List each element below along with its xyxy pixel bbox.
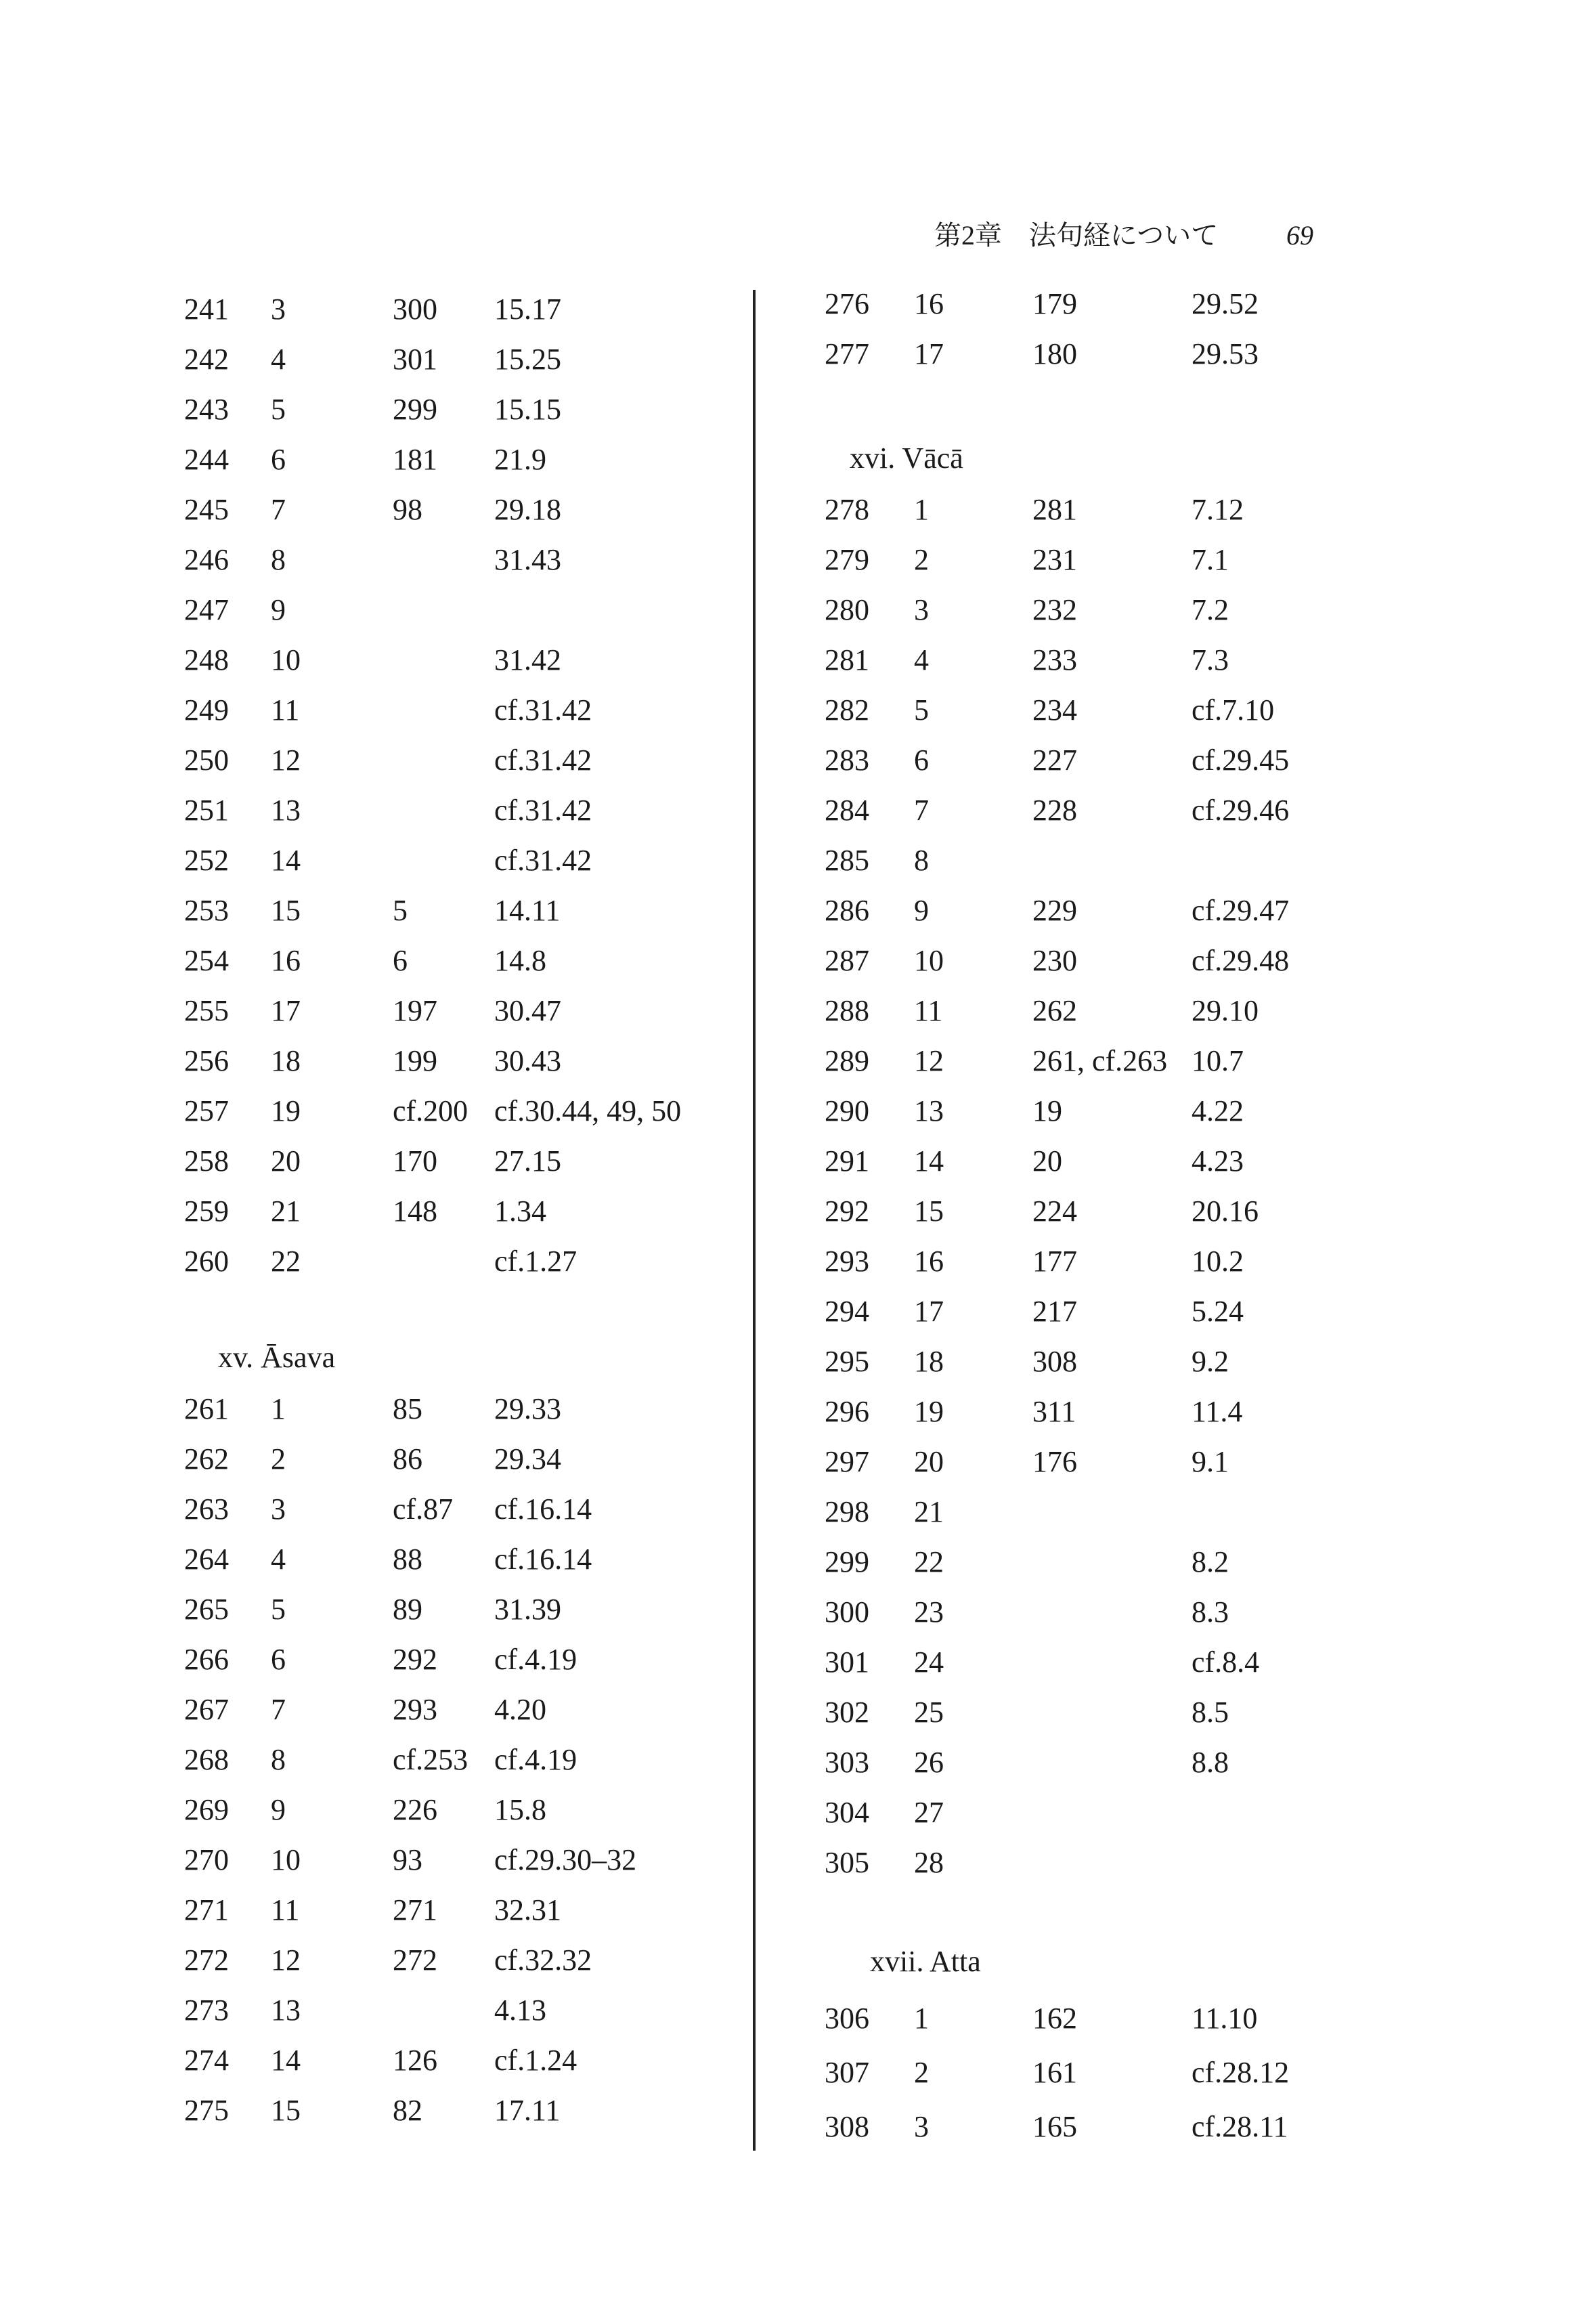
text-ref: cf.31.42 — [494, 744, 592, 777]
text-ref: 7.3 — [1192, 643, 1229, 676]
verse-number: 279 — [825, 543, 869, 576]
table-row — [0, 1587, 1229, 1637]
text-ref: cf.29.30–32 — [494, 1843, 637, 1876]
text-ref: cf.31.42 — [494, 794, 592, 827]
chapter-verse: 20 — [271, 1144, 301, 1178]
parallel-ref: 5 — [393, 894, 408, 927]
parallel-ref: 261, cf.263 — [1032, 1044, 1168, 1077]
table-row — [0, 786, 1290, 836]
parallel-ref: 293 — [393, 1693, 437, 1726]
text-ref: 8.3 — [1192, 1595, 1229, 1629]
verse-number: 251 — [184, 794, 229, 827]
parallel-ref: 199 — [393, 1044, 437, 1077]
text-ref: 8.2 — [1192, 1545, 1229, 1578]
verse-number: 298 — [825, 1495, 869, 1528]
verse-number: 257 — [184, 1094, 229, 1127]
text-ref: 29.18 — [494, 493, 561, 526]
chapter-verse: 16 — [914, 1245, 944, 1278]
chapter-verse: 27 — [914, 1796, 944, 1829]
parallel-ref: 197 — [393, 994, 437, 1027]
parallel-ref: 93 — [393, 1843, 422, 1876]
table-row — [0, 1838, 944, 1888]
verse-number: 271 — [184, 1893, 229, 1927]
verse-number: 272 — [184, 1943, 229, 1977]
text-ref: 15.8 — [494, 1793, 546, 1826]
chapter-verse: 3 — [271, 1492, 286, 1526]
parallel-ref: 300 — [393, 293, 437, 326]
text-ref: 10.7 — [1192, 1044, 1244, 1077]
chapter-verse: 6 — [914, 744, 929, 777]
verse-number: 264 — [184, 1543, 229, 1576]
text-ref: 7.2 — [1192, 593, 1229, 626]
table-row — [0, 2102, 1288, 2152]
verse-number: 303 — [825, 1746, 869, 1779]
chapter-verse: 25 — [914, 1696, 944, 1729]
text-ref: 7.12 — [1192, 493, 1244, 526]
verse-number: 295 — [825, 1345, 869, 1378]
chapter-verse: 4 — [271, 343, 286, 376]
parallel-ref: 230 — [1032, 944, 1077, 977]
chapter-verse: 9 — [271, 593, 286, 626]
table-row — [0, 936, 1290, 986]
table-row — [0, 1287, 1244, 1337]
verse-number: 286 — [825, 894, 869, 927]
verse-number: 255 — [184, 994, 229, 1027]
verse-number: 267 — [184, 1693, 229, 1726]
table-row — [0, 986, 1259, 1036]
chapter-verse: 8 — [914, 844, 929, 877]
verse-number: 248 — [184, 643, 229, 676]
text-ref: 29.33 — [494, 1392, 561, 1425]
verse-number: 277 — [825, 337, 869, 370]
parallel-ref: 170 — [393, 1144, 437, 1178]
parallel-ref: 6 — [393, 944, 408, 977]
text-ref: cf.4.19 — [494, 1643, 577, 1676]
table-row — [0, 1136, 1244, 1186]
chapter-verse: 19 — [271, 1094, 301, 1127]
parallel-ref: 231 — [1032, 543, 1077, 576]
text-ref: 30.43 — [494, 1044, 561, 1077]
table-row — [0, 735, 1290, 786]
text-ref: 31.42 — [494, 643, 561, 676]
text-ref: cf.4.19 — [494, 1743, 577, 1776]
table-row — [0, 1236, 1244, 1287]
verse-number: 283 — [825, 744, 869, 777]
table-row — [0, 279, 1259, 329]
text-ref: 5.24 — [1192, 1295, 1244, 1328]
chapter-verse: 5 — [271, 1593, 286, 1626]
text-ref: cf.8.4 — [1192, 1645, 1260, 1679]
text-ref: 8.8 — [1192, 1746, 1229, 1779]
parallel-ref: 176 — [1032, 1445, 1077, 1478]
chapter-verse: 1 — [271, 1392, 286, 1425]
verse-number: 260 — [184, 1245, 229, 1278]
verse-number: 306 — [825, 2002, 869, 2035]
verse-number: 278 — [825, 493, 869, 526]
text-ref: 4.13 — [494, 1994, 546, 2027]
verse-number: 250 — [184, 744, 229, 777]
table-row — [0, 1687, 1229, 1738]
parallel-ref: 20 — [1032, 1144, 1062, 1178]
verse-number: 258 — [184, 1144, 229, 1178]
table-row — [0, 1537, 1229, 1587]
table-row — [0, 1994, 1258, 2044]
text-ref: 11.10 — [1192, 2002, 1258, 2035]
chapter-verse: 7 — [271, 1693, 286, 1726]
verse-number: 285 — [825, 844, 869, 877]
verse-number: 300 — [825, 1595, 869, 1629]
chapter-verse: 1 — [914, 2002, 929, 2035]
section-heading: xv. Āsava — [218, 1341, 336, 1374]
parallel-ref: 234 — [1032, 693, 1077, 727]
verse-number: 247 — [184, 593, 229, 626]
verse-number: 245 — [184, 493, 229, 526]
verse-number: 280 — [825, 593, 869, 626]
chapter-verse: 11 — [271, 1893, 300, 1927]
text-ref: 14.11 — [494, 894, 561, 927]
verse-number: 305 — [825, 1846, 869, 1879]
verse-number: 299 — [825, 1545, 869, 1578]
parallel-ref: 272 — [393, 1943, 437, 1977]
text-ref: cf.28.12 — [1192, 2056, 1290, 2089]
chapter-verse: 15 — [271, 2094, 301, 2127]
text-ref: cf.1.27 — [494, 1245, 577, 1278]
verse-number: 261 — [184, 1392, 229, 1425]
parallel-ref: 180 — [1032, 337, 1077, 370]
parallel-ref: 98 — [393, 493, 422, 526]
text-ref: 9.1 — [1192, 1445, 1229, 1478]
section-heading: xvi. Vācā — [850, 442, 963, 475]
text-ref: cf.31.42 — [494, 693, 592, 727]
chapter-verse: 26 — [914, 1746, 944, 1779]
parallel-ref: 228 — [1032, 794, 1077, 827]
parallel-ref: 165 — [1032, 2110, 1077, 2143]
chapter-verse: 4 — [914, 643, 929, 676]
text-ref: 32.31 — [494, 1893, 561, 1927]
chapter-verse: 21 — [271, 1195, 301, 1228]
parallel-ref: 233 — [1032, 643, 1077, 676]
verse-number: 243 — [184, 393, 229, 426]
chapter-verse: 3 — [914, 2110, 929, 2143]
chapter-verse: 24 — [914, 1645, 944, 1679]
text-ref: cf.1.24 — [494, 2044, 577, 2077]
chapter-verse: 19 — [914, 1395, 944, 1428]
table-row — [0, 585, 1229, 635]
chapter-verse: 20 — [914, 1445, 944, 1478]
verse-number: 304 — [825, 1796, 869, 1829]
text-ref: 10.2 — [1192, 1245, 1244, 1278]
text-ref: 29.10 — [1192, 994, 1259, 1027]
chapter-verse: 22 — [271, 1245, 301, 1278]
verse-number: 284 — [825, 794, 869, 827]
text-ref: 14.8 — [494, 944, 546, 977]
verse-number: 290 — [825, 1094, 869, 1127]
parallel-ref: 181 — [393, 443, 437, 476]
table-row — [0, 685, 1275, 735]
text-ref: 31.43 — [494, 543, 561, 576]
chapter-verse: 14 — [914, 1144, 944, 1178]
chapter-verse: 13 — [914, 1094, 944, 1127]
text-ref: 15.25 — [494, 343, 561, 376]
verse-number: 246 — [184, 543, 229, 576]
chapter-verse: 7 — [914, 794, 929, 827]
verse-number: 254 — [184, 944, 229, 977]
verse-number: 297 — [825, 1445, 869, 1478]
verse-number: 287 — [825, 944, 869, 977]
verse-number: 292 — [825, 1195, 869, 1228]
verse-number: 288 — [825, 994, 869, 1027]
table-row — [0, 836, 929, 886]
verse-number: 244 — [184, 443, 229, 476]
parallel-ref: 82 — [393, 2094, 422, 2127]
chapter-verse: 12 — [271, 744, 301, 777]
text-ref: 8.5 — [1192, 1696, 1229, 1729]
verse-number: 270 — [184, 1843, 229, 1876]
text-ref: cf.32.32 — [494, 1943, 592, 1977]
table-row — [0, 1036, 1244, 1086]
chapter-verse: 7 — [271, 493, 286, 526]
chapter-verse: 6 — [271, 443, 286, 476]
text-ref: 15.15 — [494, 393, 561, 426]
chapter-verse: 11 — [914, 994, 943, 1027]
verse-number: 291 — [825, 1144, 869, 1178]
chapter-verse: 22 — [914, 1545, 944, 1578]
verse-number: 282 — [825, 693, 869, 727]
verse-number: 296 — [825, 1395, 869, 1428]
parallel-ref: 292 — [393, 1643, 437, 1676]
chapter-verse: 3 — [271, 293, 286, 326]
chapter-verse: 15 — [271, 894, 301, 927]
table-row — [0, 1437, 1229, 1487]
verse-number: 241 — [184, 293, 229, 326]
chapter-verse: 14 — [271, 2044, 301, 2077]
chapter-verse: 18 — [914, 1345, 944, 1378]
verse-number: 252 — [184, 844, 229, 877]
chapter-verse: 3 — [914, 593, 929, 626]
parallel-ref: 19 — [1032, 1094, 1062, 1127]
verse-number: 294 — [825, 1295, 869, 1328]
verse-number: 289 — [825, 1044, 869, 1077]
chapter-verse: 9 — [271, 1793, 286, 1826]
chapter-verse: 15 — [914, 1195, 944, 1228]
table-row — [0, 886, 1290, 936]
chapter-verse: 14 — [271, 844, 301, 877]
text-ref: 27.15 — [494, 1144, 561, 1178]
chapter-verse: 12 — [914, 1044, 944, 1077]
text-ref: cf.7.10 — [1192, 693, 1275, 727]
chapter-verse: 10 — [914, 944, 944, 977]
table-row — [0, 485, 1244, 535]
verse-number: 307 — [825, 2056, 869, 2089]
verse-number: 262 — [184, 1442, 229, 1476]
verse-number: 275 — [184, 2094, 229, 2127]
parallel-ref: 86 — [393, 1442, 422, 1476]
text-ref: cf.31.42 — [494, 844, 592, 877]
verse-number: 281 — [825, 643, 869, 676]
chapter-verse: 10 — [271, 1843, 301, 1876]
chapter-verse: 23 — [914, 1595, 944, 1629]
text-ref: cf.29.48 — [1192, 944, 1290, 977]
verse-number: 259 — [184, 1195, 229, 1228]
chapter-verse: 10 — [271, 643, 301, 676]
parallel-ref: 299 — [393, 393, 437, 426]
parallel-ref: 226 — [393, 1793, 437, 1826]
parallel-ref: 308 — [1032, 1345, 1077, 1378]
parallel-ref: 229 — [1032, 894, 1077, 927]
parallel-ref: 217 — [1032, 1295, 1077, 1328]
text-ref: cf.16.14 — [494, 1492, 592, 1526]
table-row — [0, 535, 1229, 585]
parallel-ref: 311 — [1032, 1395, 1076, 1428]
text-ref: 11.4 — [1192, 1395, 1243, 1428]
parallel-ref: 281 — [1032, 493, 1077, 526]
parallel-ref: cf.253 — [393, 1743, 468, 1776]
chapter-verse: 1 — [914, 493, 929, 526]
verse-number: 273 — [184, 1994, 229, 2027]
parallel-ref: 232 — [1032, 593, 1077, 626]
text-ref: cf.29.46 — [1192, 794, 1290, 827]
page-number: 69 — [1286, 220, 1313, 251]
verse-number: 293 — [825, 1245, 869, 1278]
table-row — [0, 2048, 1290, 2098]
text-ref: 1.34 — [494, 1195, 546, 1228]
chapter-verse: 2 — [914, 2056, 929, 2089]
chapter-verse: 13 — [271, 794, 301, 827]
parallel-ref: 179 — [1032, 287, 1077, 320]
chapter-verse: 5 — [271, 393, 286, 426]
chapter-verse: 8 — [271, 543, 286, 576]
table-row — [0, 1387, 1243, 1437]
chapter-verse: 17 — [271, 994, 301, 1027]
verse-number: 268 — [184, 1743, 229, 1776]
chapter-verse: 2 — [271, 1442, 286, 1476]
verse-number: 301 — [825, 1645, 869, 1679]
parallel-ref: cf.87 — [393, 1492, 454, 1526]
parallel-ref: 126 — [393, 2044, 437, 2077]
chapter-verse: 6 — [271, 1643, 286, 1676]
parallel-ref: 85 — [393, 1392, 422, 1425]
text-ref: 29.52 — [1192, 287, 1259, 320]
parallel-ref: 262 — [1032, 994, 1077, 1027]
table-row — [0, 1738, 1229, 1788]
parallel-ref: 161 — [1032, 2056, 1077, 2089]
text-ref: cf.29.47 — [1192, 894, 1290, 927]
verse-number: 253 — [184, 894, 229, 927]
text-ref: 9.2 — [1192, 1345, 1229, 1378]
verse-number: 276 — [825, 287, 869, 320]
chapter-verse: 18 — [271, 1044, 301, 1077]
chapter-verse: 16 — [914, 287, 944, 320]
verse-number: 265 — [184, 1593, 229, 1626]
table-row — [0, 329, 1259, 379]
table-row — [0, 1337, 1229, 1387]
chapter-title: 第2章 法句経について — [934, 220, 1219, 251]
text-ref: 30.47 — [494, 994, 561, 1027]
chapter-verse: 21 — [914, 1495, 944, 1528]
parallel-ref: 177 — [1032, 1245, 1077, 1278]
verse-number: 302 — [825, 1696, 869, 1729]
verse-number: 242 — [184, 343, 229, 376]
chapter-verse: 17 — [914, 1295, 944, 1328]
parallel-ref: 89 — [393, 1593, 422, 1626]
table-row — [0, 1788, 944, 1838]
text-ref: 17.11 — [494, 2094, 561, 2127]
parallel-ref: 271 — [393, 1893, 437, 1927]
verse-number: 256 — [184, 1044, 229, 1077]
text-ref: cf.29.45 — [1192, 744, 1290, 777]
parallel-ref: 162 — [1032, 2002, 1077, 2035]
table-row — [0, 1487, 944, 1537]
section-heading: xvii. Atta — [870, 1945, 981, 1978]
parallel-ref: 148 — [393, 1195, 437, 1228]
text-ref: cf.28.11 — [1192, 2110, 1288, 2143]
text-ref: 4.23 — [1192, 1144, 1244, 1178]
parallel-ref: 224 — [1032, 1195, 1077, 1228]
chapter-verse: 8 — [271, 1743, 286, 1776]
chapter-verse: 12 — [271, 1943, 301, 1977]
text-ref: 15.17 — [494, 293, 561, 326]
text-ref: 29.34 — [494, 1442, 561, 1476]
parallel-ref: cf.200 — [393, 1094, 468, 1127]
text-ref: cf.16.14 — [494, 1543, 592, 1576]
text-ref: 20.16 — [1192, 1195, 1259, 1228]
chapter-verse: 2 — [914, 543, 929, 576]
text-ref: 29.53 — [1192, 337, 1259, 370]
parallel-ref: 227 — [1032, 744, 1077, 777]
verse-number: 308 — [825, 2110, 869, 2143]
text-ref: 7.1 — [1192, 543, 1229, 576]
parallel-ref: 301 — [393, 343, 437, 376]
verse-number: 249 — [184, 693, 229, 727]
chapter-verse: 28 — [914, 1846, 944, 1879]
verse-number: 266 — [184, 1643, 229, 1676]
text-ref: 4.20 — [494, 1693, 546, 1726]
table-row — [0, 1086, 1244, 1136]
parallel-ref: 88 — [393, 1543, 422, 1576]
chapter-verse: 11 — [271, 693, 300, 727]
chapter-verse: 16 — [271, 944, 301, 977]
chapter-verse: 5 — [914, 693, 929, 727]
table-row — [0, 1637, 1260, 1687]
text-ref: cf.30.44, 49, 50 — [494, 1094, 682, 1127]
chapter-verse: 4 — [271, 1543, 286, 1576]
verse-number: 263 — [184, 1492, 229, 1526]
verse-number: 269 — [184, 1793, 229, 1826]
text-ref: 21.9 — [494, 443, 546, 476]
text-ref: 4.22 — [1192, 1094, 1244, 1127]
text-ref: 31.39 — [494, 1593, 561, 1626]
chapter-verse: 9 — [914, 894, 929, 927]
chapter-verse: 17 — [914, 337, 944, 370]
chapter-verse: 13 — [271, 1994, 301, 2027]
table-row — [0, 1186, 1259, 1236]
table-row — [0, 635, 1229, 685]
verse-number: 274 — [184, 2044, 229, 2077]
